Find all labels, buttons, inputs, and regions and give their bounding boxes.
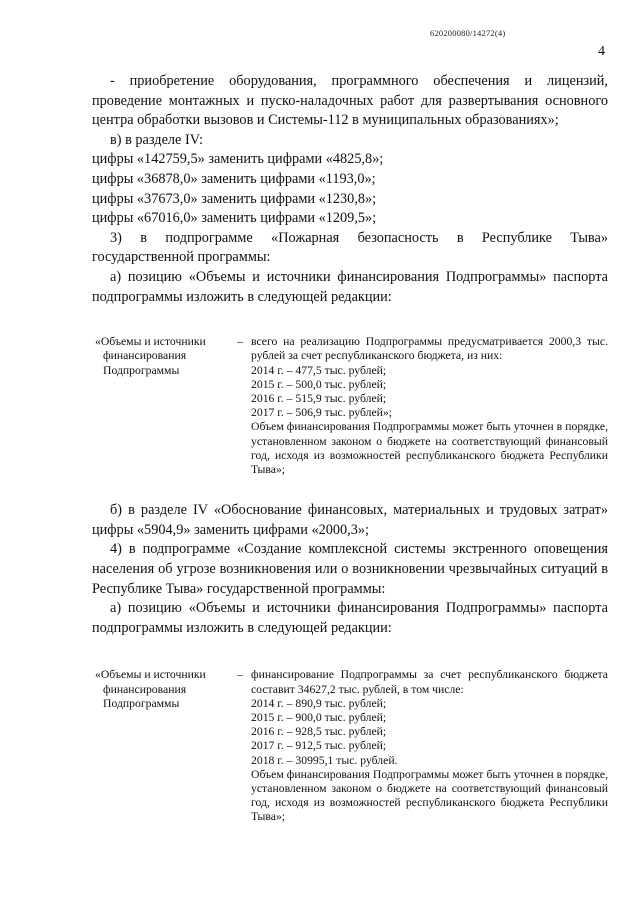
page-number: 4 [598,44,605,59]
table-right-cell [251,668,608,824]
paragraph: 3) в подпрограмме «Пожарная безопасность в Республике Тыва» государственной программы: [92,229,608,266]
table-dash: – [237,668,243,682]
table-text: всего на реализацию Подпрограммы предусматривается 2000,3 тыс. рублей за счет республиканского бюджета, из них: [251,335,608,363]
paragraph: цифры «67016,0» заменить цифрами «1209,5»; [92,210,377,227]
funding-table-warning-system [92,668,608,824]
document-code: 620200080/14272(4) [430,28,506,38]
table-year-line: 2014 г. – 477,5 тыс. рублей; [251,363,387,377]
table-text: Объем финансирования Подпрограммы может быть уточнен в порядке, установленном законом о бюджете на соответствующий финансовый год, исходя из возможностей республиканского бюджета Республики Тыва»; [251,767,608,824]
paragraph: - приобретение оборудования, программного обеспечения и лицензий, проведение монтажных и пуско-наладочных работ для развертывания основного центра обработки вызовов и Системы-112 в муниципальных образованиях»; [92,73,608,129]
table-year-line: 2017 г. – 506,9 тыс. рублей»; [251,406,392,420]
table-left-line: финансирования [103,682,187,696]
table-text: Объем финансирования Подпрограммы может быть уточнен в порядке, установленном законом о бюджете на соответствующий финансовый год, исходя из возможностей республиканского бюджета Республики Тыва»; [251,420,608,476]
table-left-line: «Объемы и источники [95,335,206,349]
table-left-line: Подпрограммы [103,363,180,377]
table-dash: – [237,335,243,349]
table-year-line: 2018 г. – 30995,1 тыс. рублей. [251,753,398,767]
paragraph: 4) в подпрограмме «Создание комплексной системы экстренного оповещения населения об угрозе возникновения или о возникновении чрезвычайных ситуаций в Республике Тыва» государственной программы: [92,541,608,597]
paragraph: цифры «142759,5» заменить цифрами «4825,8»; [92,151,384,168]
paragraph: цифры «36878,0» заменить цифрами «1193,0»; [92,170,376,187]
table-year-line: 2015 г. – 500,0 тыс. рублей; [251,377,387,391]
table-text: финансирование Подпрограммы за счет республиканского бюджета составит 34627,2 тыс. рублей, в том числе: [251,668,608,696]
funding-table-fire-safety [92,335,608,477]
table-year-line: 2015 г. – 900,0 тыс. рублей; [251,710,387,724]
table-year-line: 2017 г. – 912,5 тыс. рублей; [251,739,387,753]
paragraph: а) позицию «Объемы и источники финансирования Подпрограммы» паспорта подпрограммы изложить в следующей редакции: [92,268,608,305]
document-body [92,72,608,825]
paragraph: а) позицию «Объемы и источники финансирования Подпрограммы» паспорта подпрограммы изложить в следующей редакции: [92,600,608,636]
paragraph: цифры «37673,0» заменить цифрами «1230,8»; [92,190,377,207]
paragraph: в) в разделе IV: [110,131,203,148]
table-left-cell [92,335,229,477]
table-right-cell [251,335,608,477]
paragraph: б) в разделе IV «Обоснование финансовых, материальных и трудовых затрат» цифры «5904,9» заменить цифрами «2000,3»; [92,502,608,538]
table-left-cell [92,668,229,824]
table-year-line: 2016 г. – 515,9 тыс. рублей; [251,391,387,405]
table-year-line: 2016 г. – 928,5 тыс. рублей; [251,725,387,739]
table-left-line: финансирования [103,349,187,363]
table-left-line: Подпрограммы [103,696,180,710]
table-left-line: «Объемы и источники [95,668,206,682]
table-year-line: 2014 г. – 890,9 тыс. рублей; [251,696,387,710]
